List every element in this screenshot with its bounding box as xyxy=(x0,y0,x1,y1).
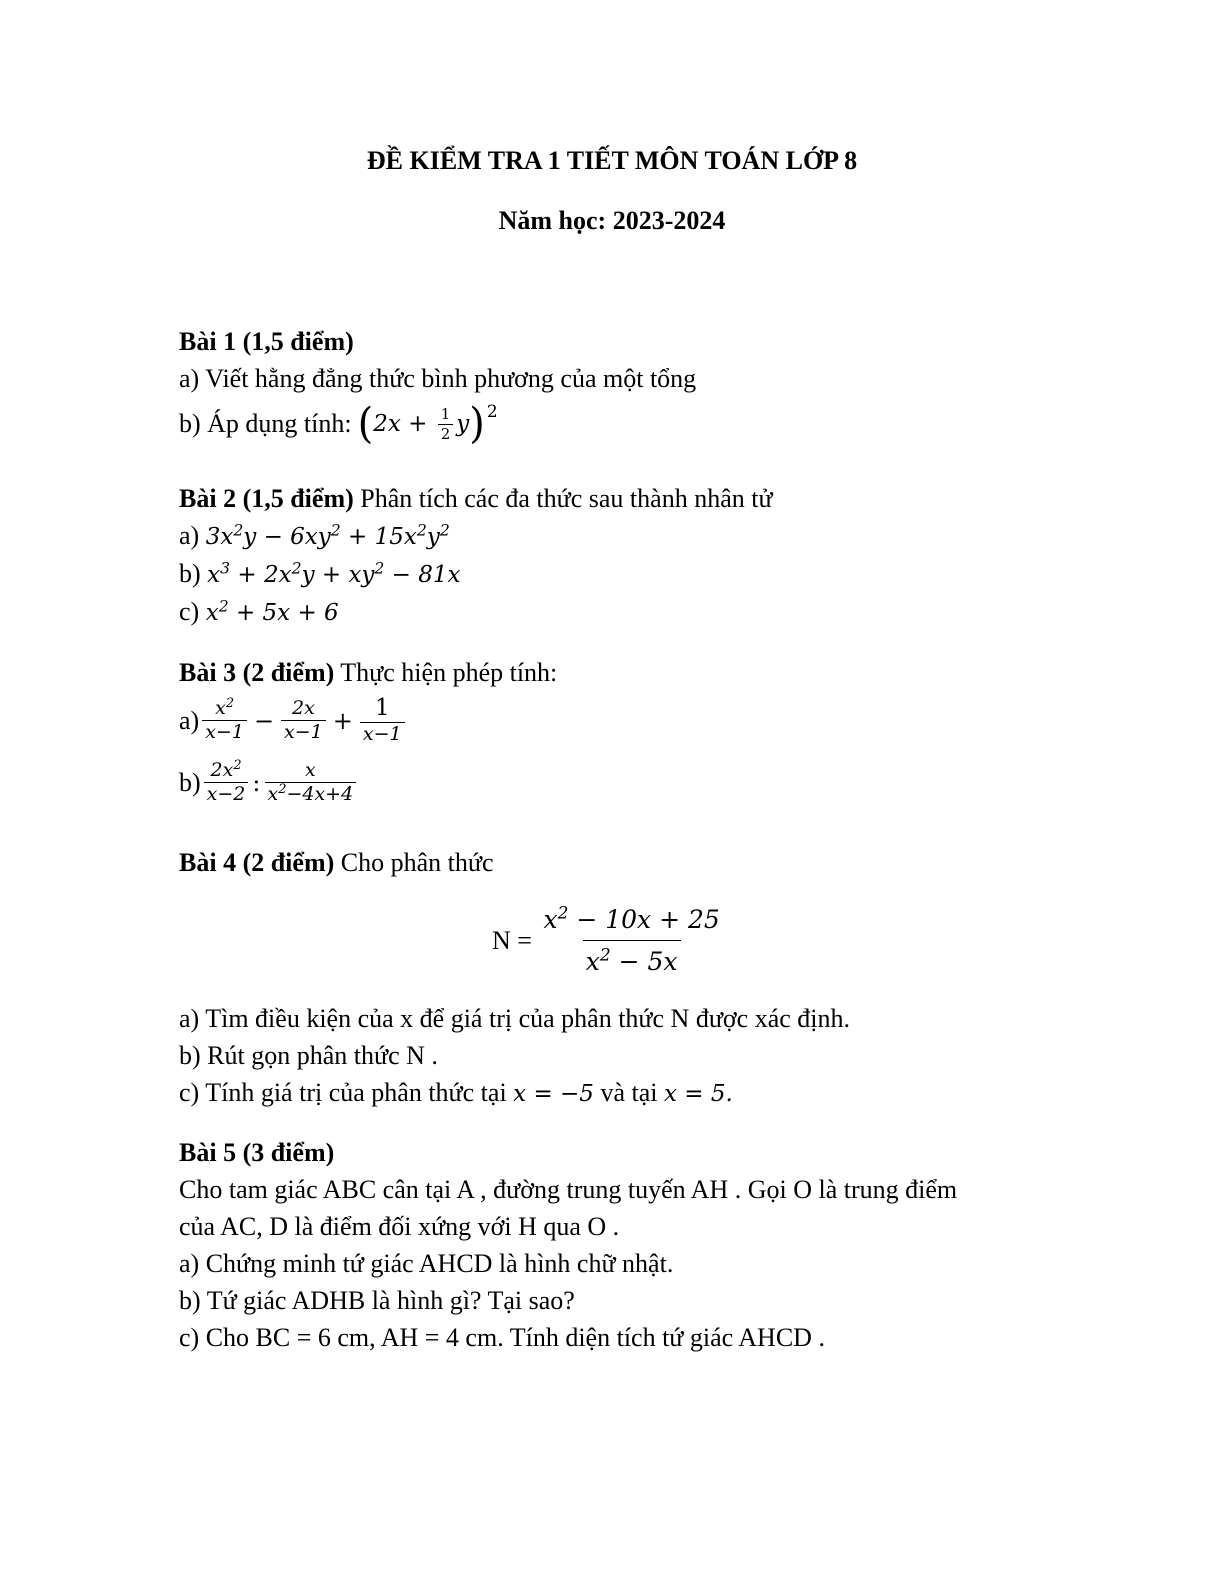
bai2-intro: Phân tích các đa thức sau thành nhân tử xyxy=(360,484,773,513)
bai5-c: c) Cho BC = 6 cm, AH = 4 cm. Tính diện tích tứ giác AHCD . xyxy=(179,1323,825,1352)
bai5-line1: Cho tam giác ABC cân tại A , đường trung tuyến AH . Gọi O là trung điểm xyxy=(179,1175,958,1204)
item-label: a) xyxy=(179,521,200,550)
fraction: $\frac{2x}{x-1}$ xyxy=(281,699,326,742)
bai5-line2: của AC, D là điểm đối xứng với H qua O . xyxy=(179,1212,620,1241)
bai2-a xyxy=(179,520,450,550)
frac-den: 2 xyxy=(438,424,454,442)
operator: + xyxy=(332,706,353,735)
bai2-b xyxy=(179,558,461,588)
item-label: b) xyxy=(179,559,201,588)
bai3-b xyxy=(179,757,359,805)
bai4-intro: Cho phân thức xyxy=(340,848,494,877)
bai4-c: c) Tính giá trị của phân thức tại x = −5 và tại x = 5. xyxy=(179,1078,733,1107)
bai3-intro: Thực hiện phép tính: xyxy=(340,658,558,687)
bai1-a: a) Viết hằng đẳng thức bình phương của một tổng xyxy=(179,364,697,393)
school-year: Năm học: 2023-2024 xyxy=(498,206,726,235)
bai2-b-math: $x^3 + 2x^2y + xy^2 - 81x$ xyxy=(207,558,461,588)
fraction: $\frac{x^2}{x-1}$ xyxy=(202,699,247,742)
bai5-a: a) Chứng minh tứ giác AHCD là hình chữ nhật. xyxy=(179,1249,674,1278)
math-term: x = 5. xyxy=(663,1081,733,1107)
math-term: y xyxy=(456,410,470,437)
math-term: x = −5 xyxy=(513,1081,594,1107)
bai5-b: b) Tứ giác ADHB là hình gì? Tại sao? xyxy=(179,1286,575,1315)
bai2-header xyxy=(179,486,773,512)
bai4-heading: Bài 4 (2 điểm) xyxy=(179,848,335,877)
bai2-c xyxy=(179,596,339,626)
frac-num: 1 xyxy=(440,404,451,423)
bai3-heading: Bài 3 (2 điểm) xyxy=(179,658,335,687)
bai1-b-math xyxy=(357,399,498,449)
bai1-b xyxy=(179,399,498,449)
fraction: $\frac{x}{x^2-4x+4}$ xyxy=(265,761,357,804)
math-term: 2x + xyxy=(373,410,435,437)
bai3-a xyxy=(179,697,408,744)
bai3-header xyxy=(179,660,557,686)
exam-title: ĐỀ KIỂM TRA 1 TIẾT MÔN TOÁN LỚP 8 xyxy=(366,146,858,175)
item-label: b) xyxy=(179,767,201,797)
bai2-a-math: $3x^2y - 6xy^2 + 15x^2y^2$ xyxy=(205,520,450,550)
bai4-formula xyxy=(492,905,726,976)
formula-lhs: N = xyxy=(492,925,539,955)
bai2-c-math: $x^2 + 5x + 6$ xyxy=(205,596,339,626)
close-paren: ) xyxy=(469,399,485,449)
fraction: $\frac{1}{x-1}$ xyxy=(360,697,405,744)
bai5-heading: Bài 5 (3 điểm) xyxy=(179,1138,335,1167)
bai4-header xyxy=(179,850,494,876)
fraction xyxy=(438,404,454,443)
bai4-a: a) Tìm điều kiện của x để giá trị của phân thức N được xác định. xyxy=(179,1004,851,1033)
fraction: $\frac{x^2 - 10x + 25}{x^2 - 5x}$ xyxy=(543,903,720,976)
bai1-heading: Bài 1 (1,5 điểm) xyxy=(179,327,354,356)
operator: : xyxy=(252,768,261,797)
bai1-b-prefix: b) Áp dụng tính: xyxy=(179,409,352,438)
bai2-heading: Bài 2 (1,5 điểm) xyxy=(179,484,354,513)
exponent: 2 xyxy=(486,402,498,422)
fraction: $\frac{2x^2}{x-2}$ xyxy=(204,761,249,804)
bai4-b: b) Rút gọn phân thức N . xyxy=(179,1041,438,1070)
open-paren: ( xyxy=(357,399,374,449)
item-label: c) xyxy=(179,597,200,626)
operator: − xyxy=(253,706,275,735)
item-label: a) xyxy=(179,705,200,735)
